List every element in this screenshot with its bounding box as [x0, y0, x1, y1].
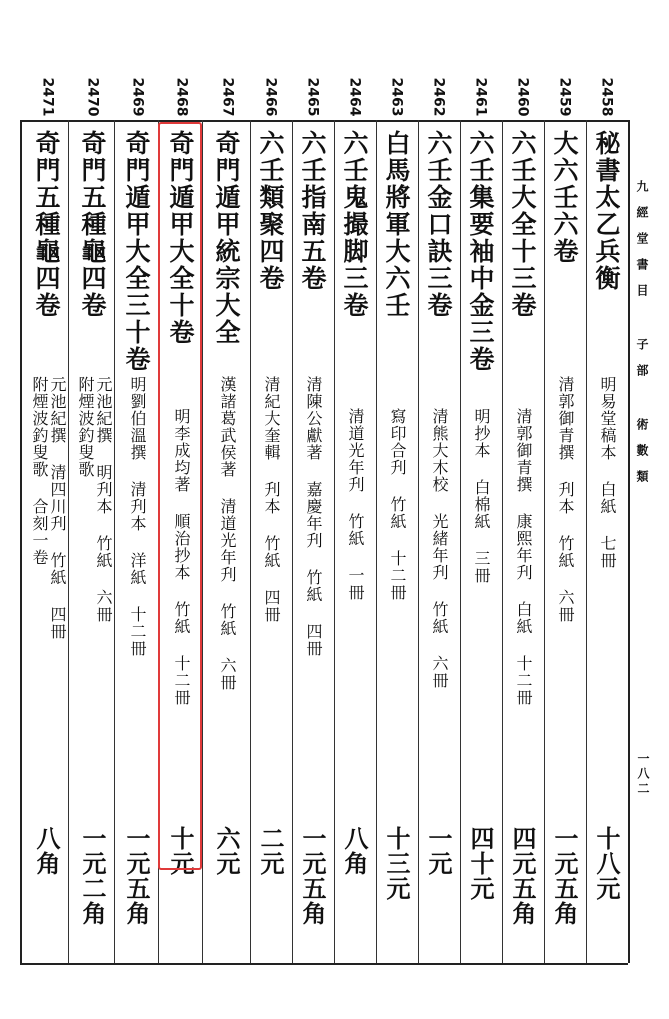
entry-number: 2459 — [556, 77, 573, 117]
entry-number: 2470 — [84, 77, 101, 117]
entry-number: 2467 — [219, 77, 236, 117]
entry-detail: 元池紀撰 明刋本 竹紙 六冊 — [94, 376, 113, 623]
entry-title: 六壬大全十三卷 — [508, 130, 537, 319]
column-divider — [334, 120, 335, 963]
entry-detail: 清道光年刋 竹紙 一冊 — [346, 408, 365, 601]
entry-title: 奇門五種龜四卷 — [32, 130, 61, 319]
entry-title: 白馬將軍大六壬 — [382, 130, 411, 319]
left-border — [20, 120, 22, 963]
entry-title: 六壬鬼撮脚三卷 — [340, 130, 369, 319]
entry-title: 大六壬六卷 — [550, 130, 579, 265]
entry-price: 十元 — [166, 826, 195, 876]
entry-price: 八角 — [340, 826, 369, 876]
right-border — [628, 120, 630, 963]
entry-number: 2471 — [39, 77, 56, 117]
entry-detail: 漢諸葛武侯著 清道光年刋 竹紙 六冊 — [218, 376, 237, 691]
top-rule — [20, 120, 628, 122]
column-divider — [292, 120, 293, 963]
entry-title: 秘書太乙兵衡 — [592, 130, 621, 292]
highlight-box — [158, 122, 202, 870]
entry-title: 六壬指南五卷 — [298, 130, 327, 292]
page-number: 一八二 — [636, 752, 650, 797]
column-divider — [250, 120, 251, 963]
entry-detail-note: 附煙波釣叟歌 合刻一卷 — [30, 376, 49, 566]
entry-price: 二元 — [256, 826, 285, 876]
column-divider — [418, 120, 419, 963]
entry-detail: 明李成均著 順治抄本 竹紙 十二冊 — [172, 408, 191, 706]
entry-price: 四元五角 — [508, 826, 537, 926]
entry-detail: 清熊大木校 光緒年刋 竹紙 六冊 — [430, 408, 449, 689]
entry-detail: 明抄本 白棉紙 三冊 — [472, 408, 491, 584]
bottom-rule — [20, 963, 628, 965]
entry-price: 六元 — [212, 826, 241, 876]
entry-number: 2461 — [472, 77, 489, 117]
running-header: 九經堂書目 子部 術數類 — [635, 180, 649, 496]
column-divider — [544, 120, 545, 963]
entry-title: 奇門遁甲大全十卷 — [166, 130, 195, 346]
entry-detail-note: 附煙波釣叟歌 — [76, 376, 95, 478]
column-divider — [586, 120, 587, 963]
entry-price: 十三元 — [382, 826, 411, 901]
column-divider — [68, 120, 69, 963]
column-divider — [460, 120, 461, 963]
entry-title: 六壬集要袖中金三卷 — [466, 130, 495, 373]
entry-detail: 寫印合刋 竹紙 十二冊 — [388, 408, 407, 601]
column-divider — [502, 120, 503, 963]
entry-number: 2465 — [304, 77, 321, 117]
column-divider — [114, 120, 115, 963]
entry-price: 四十元 — [466, 826, 495, 901]
entry-title: 奇門遁甲統宗大全 — [212, 130, 241, 346]
entry-title: 奇門遁甲大全三十卷 — [122, 130, 151, 373]
entry-price: 一元五角 — [122, 826, 151, 926]
entry-price: 一元二角 — [78, 826, 107, 926]
entry-number: 2466 — [262, 77, 279, 117]
entry-title: 六壬類聚四卷 — [256, 130, 285, 292]
entry-title: 奇門五種龜四卷 — [78, 130, 107, 319]
entry-number: 2468 — [173, 77, 190, 117]
entry-detail: 清郭御青撰 康熙年刋 白紙 十二冊 — [514, 408, 533, 706]
entry-title: 六壬金口訣三卷 — [424, 130, 453, 319]
entry-number: 2460 — [514, 77, 531, 117]
column-divider — [202, 120, 203, 963]
entry-detail: 元池紀撰 清四川刋 竹紙 四冊 — [48, 376, 67, 640]
column-divider — [376, 120, 377, 963]
entry-price: 一元 — [424, 826, 453, 876]
entry-detail: 清郭御青撰 刋本 竹紙 六冊 — [556, 376, 575, 623]
entry-price: 一元五角 — [550, 826, 579, 926]
entry-price: 八角 — [32, 826, 61, 876]
entry-number: 2464 — [346, 77, 363, 117]
entry-price: 一元五角 — [298, 826, 327, 926]
entry-price: 十八元 — [592, 826, 621, 901]
entry-detail: 清陳公獻著 嘉慶年刋 竹紙 四冊 — [304, 376, 323, 657]
entry-number: 2458 — [598, 77, 615, 117]
entry-number: 2463 — [388, 77, 405, 117]
entry-detail: 明劉伯溫撰 清刋本 洋紙 十二冊 — [128, 376, 147, 657]
entry-number: 2469 — [129, 77, 146, 117]
entry-number: 2462 — [430, 77, 447, 117]
entry-detail: 清紀大奎輯 刋本 竹紙 四冊 — [262, 376, 281, 623]
entry-detail: 明易堂稿本 白紙 七冊 — [598, 376, 617, 569]
